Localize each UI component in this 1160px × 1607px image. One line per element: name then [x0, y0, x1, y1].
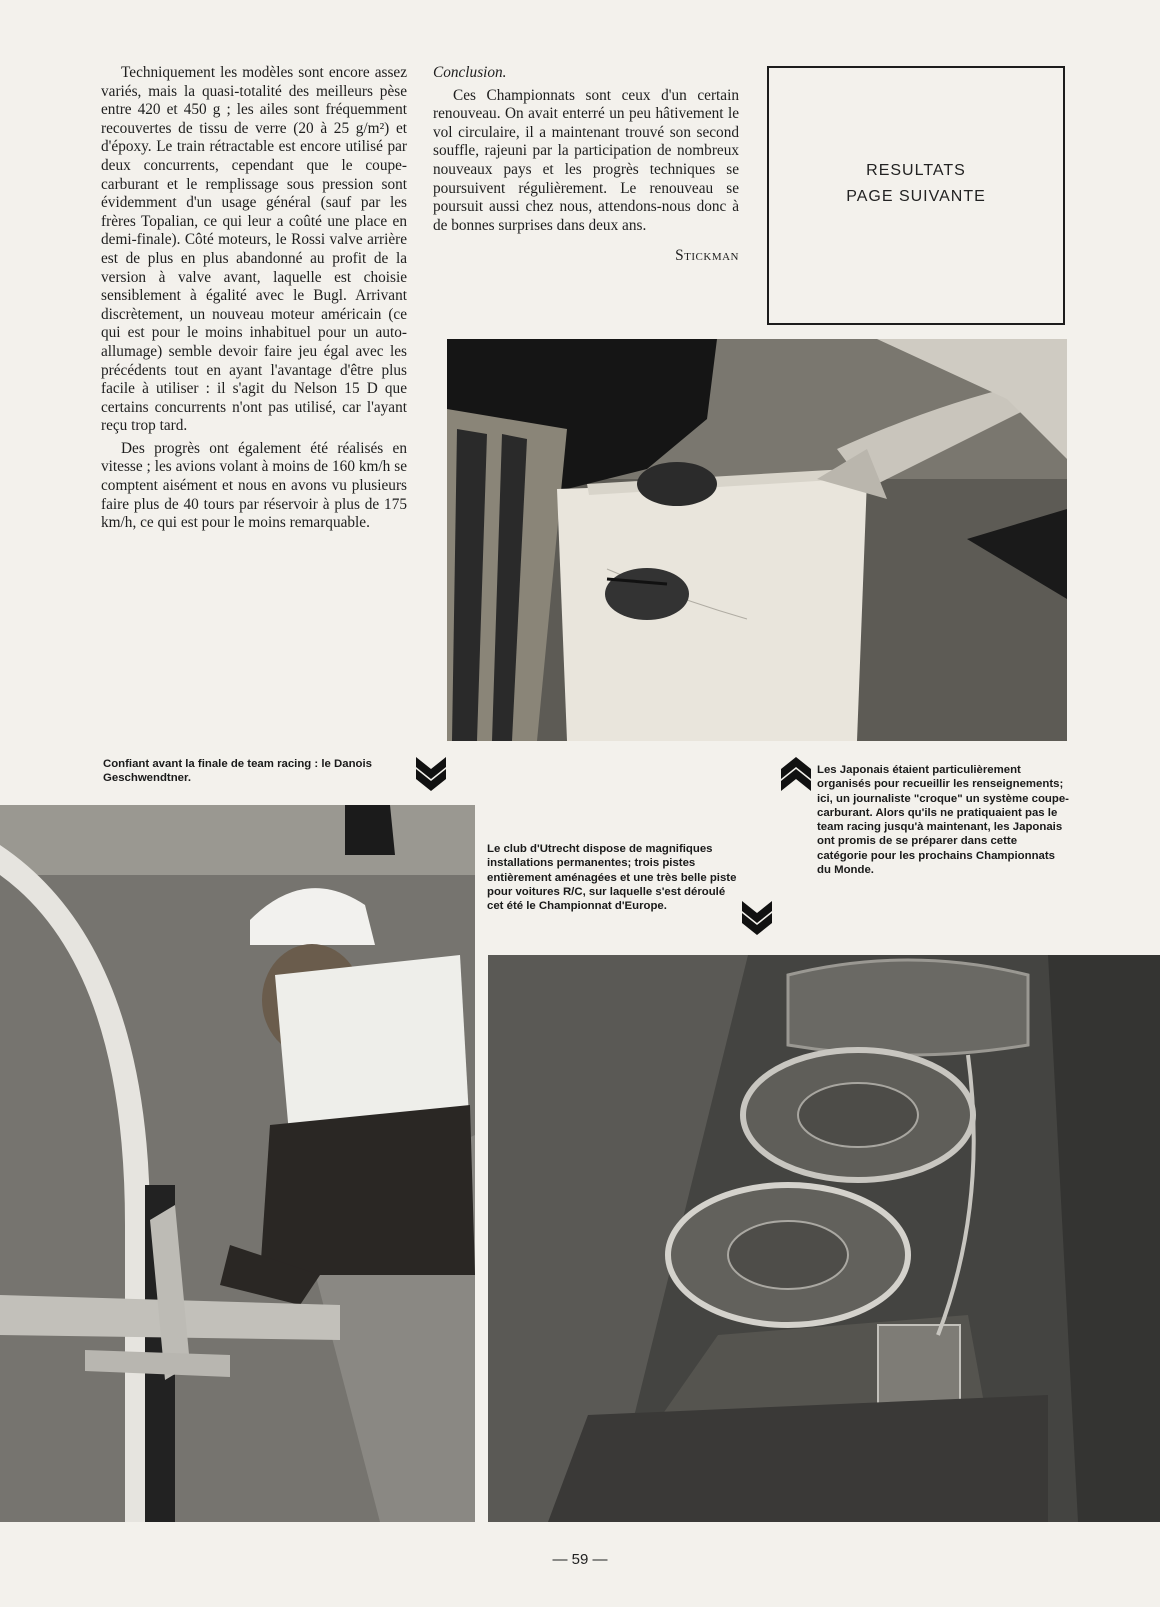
- arrow-down-icon: [742, 901, 772, 935]
- results-box-line-2: PAGE SUIVANTE: [846, 188, 986, 205]
- caption-japonais: Les Japonais étaient particulièrement organisés pour recueillir les renseignements; ici, un journaliste "croque" un système coupe-carburant. Alors qu'ils ne pratiquaient pas le team racing jusqu'à maintenant, les Japonais ont promis de se préparer dans cette catégorie pour les prochains Championnats du Monde.: [817, 764, 1069, 877]
- photo-japanese-journalist: [447, 339, 1067, 741]
- caption-utrecht: Le club d'Utrecht dispose de magnifiques installations permanentes; trois pistes entièrement aménagées et une très belle piste pour voitures R/C, sur laquelle s'est déroulé cet été le Championnat d'Europe.: [487, 843, 737, 913]
- text-column-2: [433, 64, 739, 266]
- arrow-down-icon: [416, 757, 446, 791]
- photo-geschwendtner: [0, 805, 475, 1522]
- conclusion-heading: Conclusion.: [433, 64, 507, 81]
- results-box: [767, 66, 1065, 325]
- paragraph-technique: Techniquement les modèles sont encore assez variés, mais la quasi-totalité des meilleurs pèse entre 420 et 450 g ; les ailes sont fréquemment recouvertes de tissu de verre (20 à 25 g/m²) et d'époxy. Le train rétractable est encore utilisé par deux concurrents, cependant que le coupe-carburant et le remplissage sous pression sont évidemment d'un usage général (sauf par les frères Topalian, ce qui leur a coûté une place en demi-finale). Côté moteurs, le Rossi valve arrière est de plus en plus abandonné au profit de la version à valve avant, laquelle est choisie sensiblement à égalité avec le Bugl. Arrivant discrètement, un nouveau moteur américain (ce qui est pour le moins inhabituel pour un auto-allumage) semble devoir faire jeu égal avec les précédents tout en ayant l'avantage d'être plus facile à utiliser : il s'agit du Nelson 15 D que certains concurrents n'ont pas utilisé, car l'ayant reçu trop tard.: [101, 64, 407, 435]
- caption-geschwendtner: Confiant avant la finale de team racing : le Danois Geschwendtner.: [103, 758, 373, 785]
- paragraph-vitesse: Des progrès ont également été réalisés en vitesse ; les avions volant à moins de 160 km/h se comptent aisément et nous en avons vu plusieurs faire plus de 40 tours par réservoir à plus de 175 km/h, ce qui est pour le moins remarquable.: [101, 439, 407, 532]
- text-column-1: [101, 64, 407, 533]
- results-box-line-1: RESULTATS: [866, 162, 966, 179]
- arrow-up-icon: [781, 757, 811, 791]
- page-number: — 59 —: [552, 1551, 608, 1568]
- photo-utrecht-aerial: [488, 955, 1160, 1522]
- author-signature: Stickman: [675, 247, 739, 265]
- paragraph-conclusion: Ces Championnats sont ceux d'un certain renouveau. On avait enterré un peu hâtivement le vol circulaire, il a maintenant trouvé son second souffle, rajeuni par la participation de nombreux nouveaux pays et les progrès techniques se poursuivent régulièrement. Le renouveau se poursuit aussi chez nous, attendons-nous donc à de bonnes surprises dans deux ans.: [433, 86, 739, 234]
